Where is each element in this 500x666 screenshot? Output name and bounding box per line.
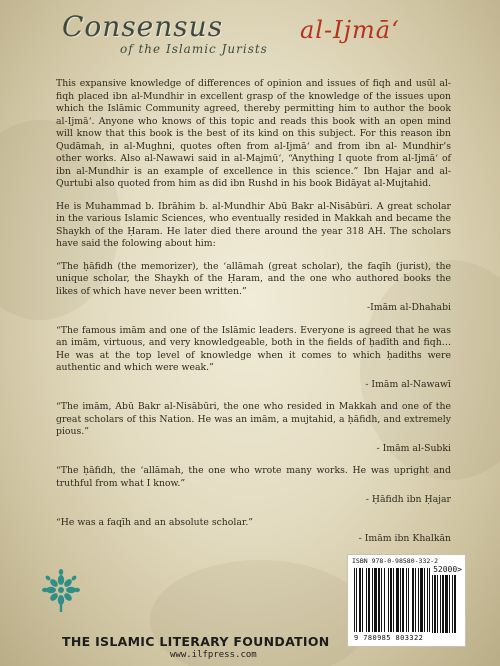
quote-block [56,261,451,315]
arabic-title: al-Ijmā‘ [300,16,400,44]
quote-text: “The famous imām and one of the Islāmic leaders. Everyone is agreed that he was an imām, virtuous, and very knowledgeable, both in the fields of ḥadīth and fiqh…He was at the top level of knowledge when it comes to which ḥadiths were authentic and which were weak.” [56,324,451,373]
quote-author: - Ḥāfidh ibn Ḥajar [365,494,451,505]
quote-block [56,465,451,507]
quote-block [56,401,451,455]
quote-author: -Imām al-Dhahabi [366,302,451,313]
quote-text: “The ḥāfidh, the ‘allāmah, the one who wrote many works. He was upright and truthful from what I know.” [56,465,451,489]
price-code: 52000> [433,565,462,574]
quote-text: “He was a faqīh and an absolute scholar.” [56,516,254,528]
barcode-number: 9 780985 803322 [354,634,424,642]
quote-author: - Imām al-Subki [376,442,451,454]
book-title: Consensus [62,10,224,43]
publisher-website: www.ilfpress.com [170,650,257,660]
price-barcode-icon [432,575,460,633]
quote-block [56,325,451,392]
quote-author: - Imām al-Nawawī [365,378,451,390]
isbn-label: ISBN 978-0-98580-332-2 [352,557,439,565]
isbn-barcode [347,554,466,647]
quote-text: “The imām, Abū Bakr al-Nisābūri, the one who resided in Makkah and one of the great scholars of this Nation. He was an imām, a mujtahid, a ḥāfidh, and extremely pious.” [56,401,451,437]
quote-author: - Imām ibn Khalkān [358,533,451,544]
biography-paragraph: He is Muhammad b. Ibrāhim b. al-Mundhir Abū Bakr al-Nisābūri. A great scholar in the various Islamic Sciences, who eventually resided in Makkah and became the Shaykh of the Ḥaram. He later died there around the year 318 AH. The scholars have said the folowing about him: [56,200,451,249]
quote-text: “The ḥāfidh (the memorizer), the ‘allāmah (great scholar), the faqīh (jurist), the unique scholar, the Shaykh of the Ḥaram, and the one who authored books the likes of which have never been written.” [56,260,451,297]
tree-logo-icon [37,568,85,616]
publisher-name: THE ISLAMIC LITERARY FOUNDATION [62,634,330,649]
intro-paragraph: This expansive knowledge of differences of opinion and issues of fiqh and usūl al-fiqh placed ibn al-Mundhir in excellent grasp of the knowledge of the issues upon which the Islāmic Community agreed, thereby permitting him to author the book al-Ijmā‘. Anyone who knows of this topic and reads this book with an open mind will know that this book is the best of its kind on this subject. For this reason ibn Qudāmah, in al-Mughni, quotes often from al-Ijmā‘ and from ibn al- Mundhir’s other works. Also al-Nawawi said in al-Majmū‘, “Anything I quote from al-Ijmā‘ of ibn al-Mundhir is an example of excellence in this science.” Ibn Hajar and al-Qurtubi also quoted from him as did ibn Rushd in his book Bidāyat al-Mujtahid. [56,78,451,189]
barcode-bars-icon [354,568,430,632]
cover-footer [0,538,500,666]
description-block [56,78,451,556]
book-subtitle: of the Islamic Jurists [120,42,268,56]
